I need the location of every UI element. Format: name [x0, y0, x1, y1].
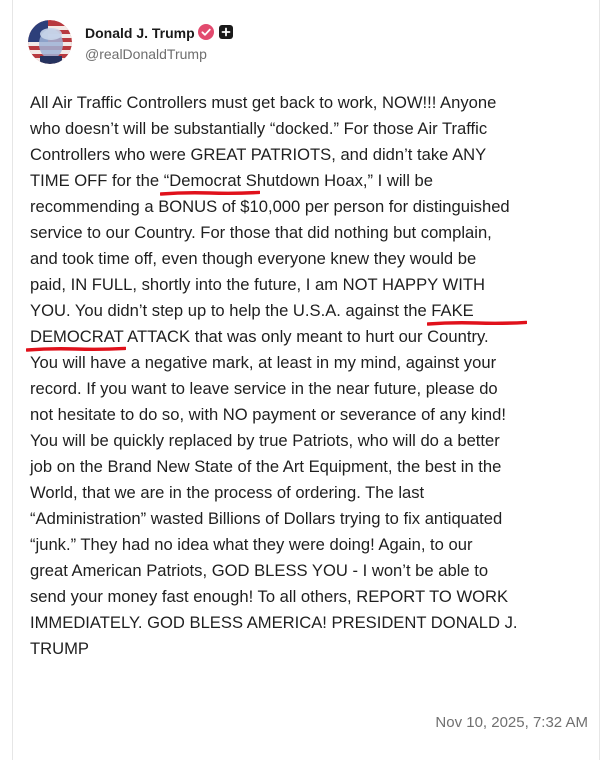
underlined-phrase [431, 301, 473, 320]
post-text-segment: only meant to hurt our Country. [256, 327, 489, 346]
post-text-line: paid, IN FULL, shortly into the future, I am NOT HAPPY WITH [30, 275, 485, 294]
post-text-line: and took time off, even though everyone knew they would be [30, 249, 477, 268]
post-text-line: TRUMP [30, 639, 89, 658]
author-display-name[interactable]: Donald J. Trump [85, 25, 195, 41]
underlined-phrase [30, 327, 257, 346]
post-text-line: “junk.” They had no idea what they were doing! Again, to our [30, 535, 473, 554]
post-text-segment: YOU. You didn’t step up to help the U.S.A. against the [30, 301, 432, 320]
post-timestamp[interactable]: Nov 10, 2025, 7:32 AM [435, 714, 588, 731]
post-text-line: record. If you want to leave service in the near future, please do [30, 379, 498, 398]
post-text-line [30, 298, 590, 324]
avatar-image [28, 20, 72, 64]
verified-badge-icon [198, 24, 214, 40]
post-body [30, 90, 590, 662]
underlined-phrase [164, 171, 368, 190]
post-text-segment: ” I will be [367, 171, 433, 190]
post-text-line: IMMEDIATELY. GOD BLESS AMERICA! PRESIDENT DONALD J. [30, 613, 518, 632]
post-text-line: job on the Brand New State of the Art Equipment, the best in the [30, 457, 502, 476]
author-handle[interactable]: @realDonaldTrump [85, 46, 207, 62]
avatar[interactable] [28, 20, 72, 64]
post-text-line: Controllers who were GREAT PATRIOTS, and didn’t take ANY [30, 145, 487, 164]
underlined-phrase-text: FAKE [431, 301, 474, 320]
plus-badge-icon [219, 25, 233, 39]
post-text-line: You will be quickly replaced by true Patriots, who will do a better [30, 431, 500, 450]
post-text-line: send your money fast enough! To all others, REPORT TO WORK [30, 587, 509, 606]
post-text-line: service to our Country. For those that did nothing but complain, [30, 223, 492, 242]
post-text-line [30, 168, 590, 194]
post-text-line: World, that we are in the process of ordering. The last [30, 483, 425, 502]
post-text-line: “Administration” wasted Billions of Dollars trying to fix antiquated [30, 509, 503, 528]
post-text-line: You will have a negative mark, at least in my mind, against your [30, 353, 497, 372]
underlined-phrase-text: DEMOCRAT ATTACK that was [30, 327, 257, 346]
post-text-line: All Air Traffic Controllers must get back to work, NOW!!! Anyone [30, 93, 497, 112]
post-text-line: recommending a BONUS of $10,000 per person for distinguished [30, 197, 510, 216]
post-text-line: not hesitate to do so, with NO payment or severance of any kind! [30, 405, 506, 424]
underlined-phrase-text: “Democrat Shutdown Hoax, [163, 171, 368, 190]
post-text-segment: TIME OFF for the [30, 171, 164, 190]
post-text-line: great American Patriots, GOD BLESS YOU - I won’t be able to [30, 561, 489, 580]
post-text-line [30, 324, 590, 350]
post-text-line: who doesn’t will be substantially “docked.” For those Air Traffic [30, 119, 488, 138]
